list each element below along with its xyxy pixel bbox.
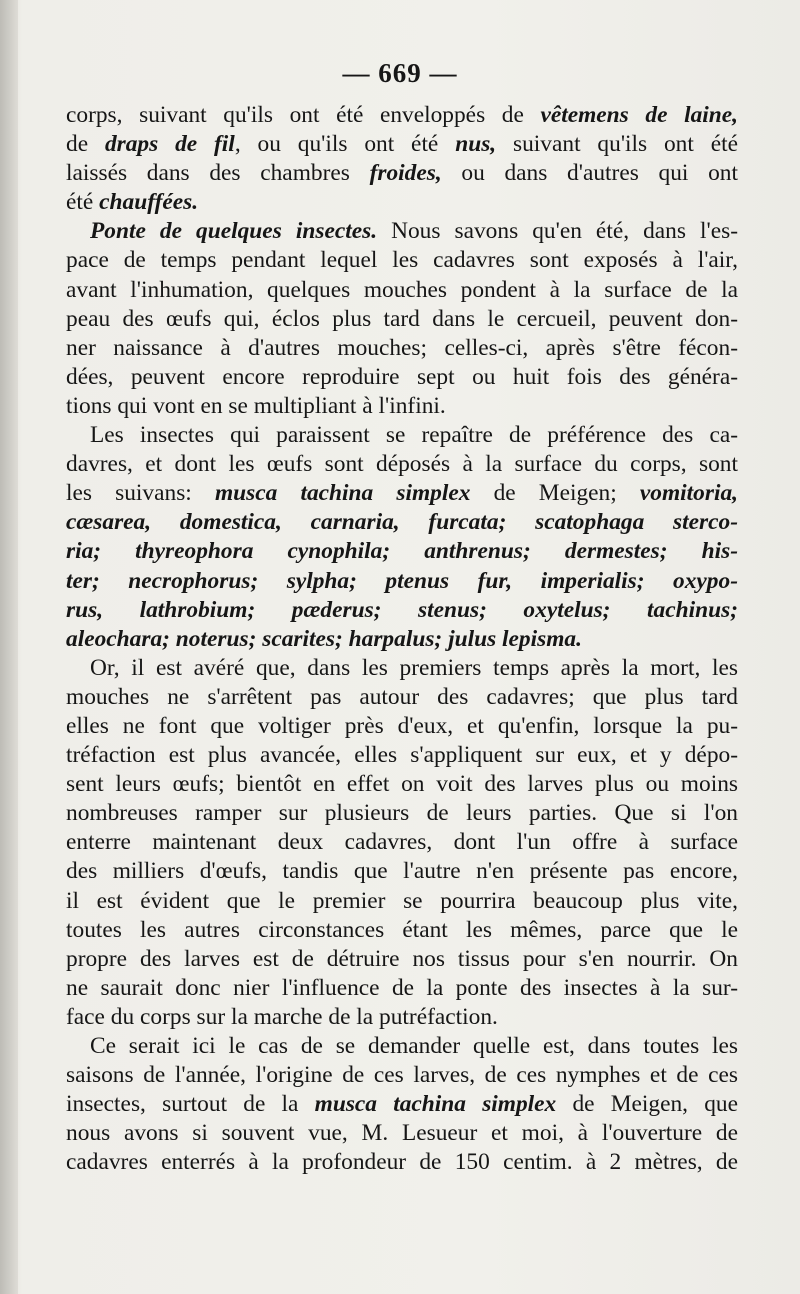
text-line [66,683,738,712]
text-segment: Nous savons qu'en été, dans l'es- [377,218,738,245]
italic-term: rus, lathrobium; pæderus; stenus; oxytelus; tachinus; [66,596,738,623]
page-number: — 669 — [342,58,458,88]
text-line [66,1032,738,1061]
page-gutter-shadow [0,0,18,1294]
text-line [66,974,738,1003]
text-segment: tréfaction est plus avancée, elles s'appliquent sur eux, et y dépo- [66,742,738,769]
paragraph [66,217,738,421]
text-segment: propre des larves est de détruire nos tissus pour s'en nourrir. On [66,945,738,972]
text-line [66,217,738,246]
text-segment: , ou qu'ils ont été [234,131,456,158]
text-line [66,1119,738,1148]
text-line [66,887,738,916]
text-segment: de Meigen, que [556,1091,739,1118]
text-segment: avant l'inhumation, quelques mouches pondent à la surface de la [66,276,738,303]
text-line [66,159,738,188]
text-segment: des milliers d'œufs, tandis que l'autre n'en présente pas encore, [66,858,738,885]
text-segment: ou dans d'autres qui ont [441,160,739,187]
text-segment: davres, et dont les œufs sont déposés à la surface du corps, sont [66,451,738,478]
italic-term: cæsarea, domestica, carnaria, furcata; scatophaga sterco- [66,509,738,536]
text-segment: de [66,131,105,158]
italic-term: nus, [455,131,497,158]
italic-term: musca tachina simplex [314,1091,557,1118]
text-line [66,479,738,508]
text-segment: mouches ne s'arrêtent pas autour des cadavres; que plus tard [66,683,738,710]
text-line [66,101,738,130]
text-line [66,1090,738,1119]
italic-term: froides, [369,160,442,187]
text-segment: été [66,189,100,216]
text-segment: face du corps sur la marche de la putréfaction. [66,1003,498,1030]
paragraph [66,1032,738,1177]
text-segment: corps, suivant qu'ils ont été enveloppés de [66,102,541,128]
text-line [66,596,738,625]
text-line [66,741,738,770]
text-segment: laissés dans des chambres [66,160,370,187]
italic-term: aleochara; noterus; scarites; harpalus; julus lepisma. [66,625,582,652]
text-line [66,828,738,857]
italic-term: vêtemens de laine, [540,102,738,128]
text-line [66,916,738,945]
text-segment: saisons de l'année, l'origine de ces larves, de ces nymphes et de ces [66,1062,738,1089]
paragraph [66,421,738,654]
italic-term: vomitoria, [639,480,738,507]
text-segment: tions qui vont en se multipliant à l'infini. [66,392,446,419]
text-line [66,421,738,450]
text-line [66,537,738,566]
text-line [66,450,738,479]
text-segment: ner naissance à d'autres mouches; celles-ci, après s'être fécon- [66,334,738,361]
text-line [66,1148,738,1177]
text-line [66,799,738,828]
text-segment: Ce serait ici le cas de se demander quelle est, dans toutes les [90,1033,738,1059]
text-line [66,945,738,974]
italic-term: Ponte de quelques insectes. [90,218,378,245]
text-line [66,305,738,334]
italic-term: musca tachina simplex [214,480,471,507]
text-line [66,508,738,537]
text-line [66,276,738,305]
text-line [66,712,738,741]
text-segment: de Meigen; [470,480,640,507]
text-line [66,188,738,217]
text-segment: les suivans: [66,480,215,507]
text-segment: nous avons si souvent vue, M. Lesueur et moi, à l'ouverture de [66,1120,738,1147]
text-line [66,1061,738,1090]
text-segment: dées, peuvent encore reproduire sept ou huit fois des généra- [66,363,738,390]
text-segment: pace de temps pendant lequel les cadavres sont exposés à l'air, [66,247,738,274]
text-line [66,567,738,596]
text-segment: peau des œufs qui, éclos plus tard dans le cercueil, peuvent don- [66,305,738,332]
italic-term: ria; thyreophora cynophila; anthrenus; dermestes; his- [66,538,738,565]
text-segment: enterre maintenant deux cadavres, dont l'un offre à surface [66,829,738,856]
text-line [66,130,738,159]
text-segment: il est évident que le premier se pourrira beaucoup plus vite, [66,887,738,914]
text-line [66,363,738,392]
text-segment: toutes les autres circonstances étant les mêmes, parce que le [66,916,738,943]
italic-term: ter; necrophorus; sylpha; ptenus fur, imperialis; oxypo- [66,567,738,594]
body-text [66,101,738,1177]
text-segment: sent leurs œufs; bientôt en effet on voit des larves plus ou moins [66,771,738,798]
text-line [66,1003,738,1032]
text-segment: cadavres enterrés à la profondeur de 150 centim. à 2 mètres, de [66,1149,738,1176]
paragraph [66,654,738,1032]
text-segment: Or, il est avéré que, dans les premiers temps après la mort, les [90,654,738,681]
text-line [66,392,738,421]
text-line [66,246,738,275]
text-segment: suivant qu'ils ont été [496,131,738,158]
text-line [66,857,738,886]
text-line [66,334,738,363]
italic-term: chauffées. [99,189,199,216]
text-line [66,625,738,654]
text-segment: nombreuses ramper sur plusieurs de leurs parties. Que si l'on [66,800,738,827]
text-segment: Les insectes qui paraissent se repaître de préférence des ca- [90,422,738,449]
paragraph [66,101,738,217]
text-line [66,654,738,683]
text-segment: ne saurait donc nier l'influence de la ponte des insectes à la sur- [66,974,738,1001]
text-line [66,770,738,799]
italic-term: draps de fil [104,131,235,158]
text-segment: elles ne font que voltiger près d'eux, et qu'enfin, lorsque la pu- [66,712,738,739]
text-segment: insectes, surtout de la [66,1091,315,1118]
